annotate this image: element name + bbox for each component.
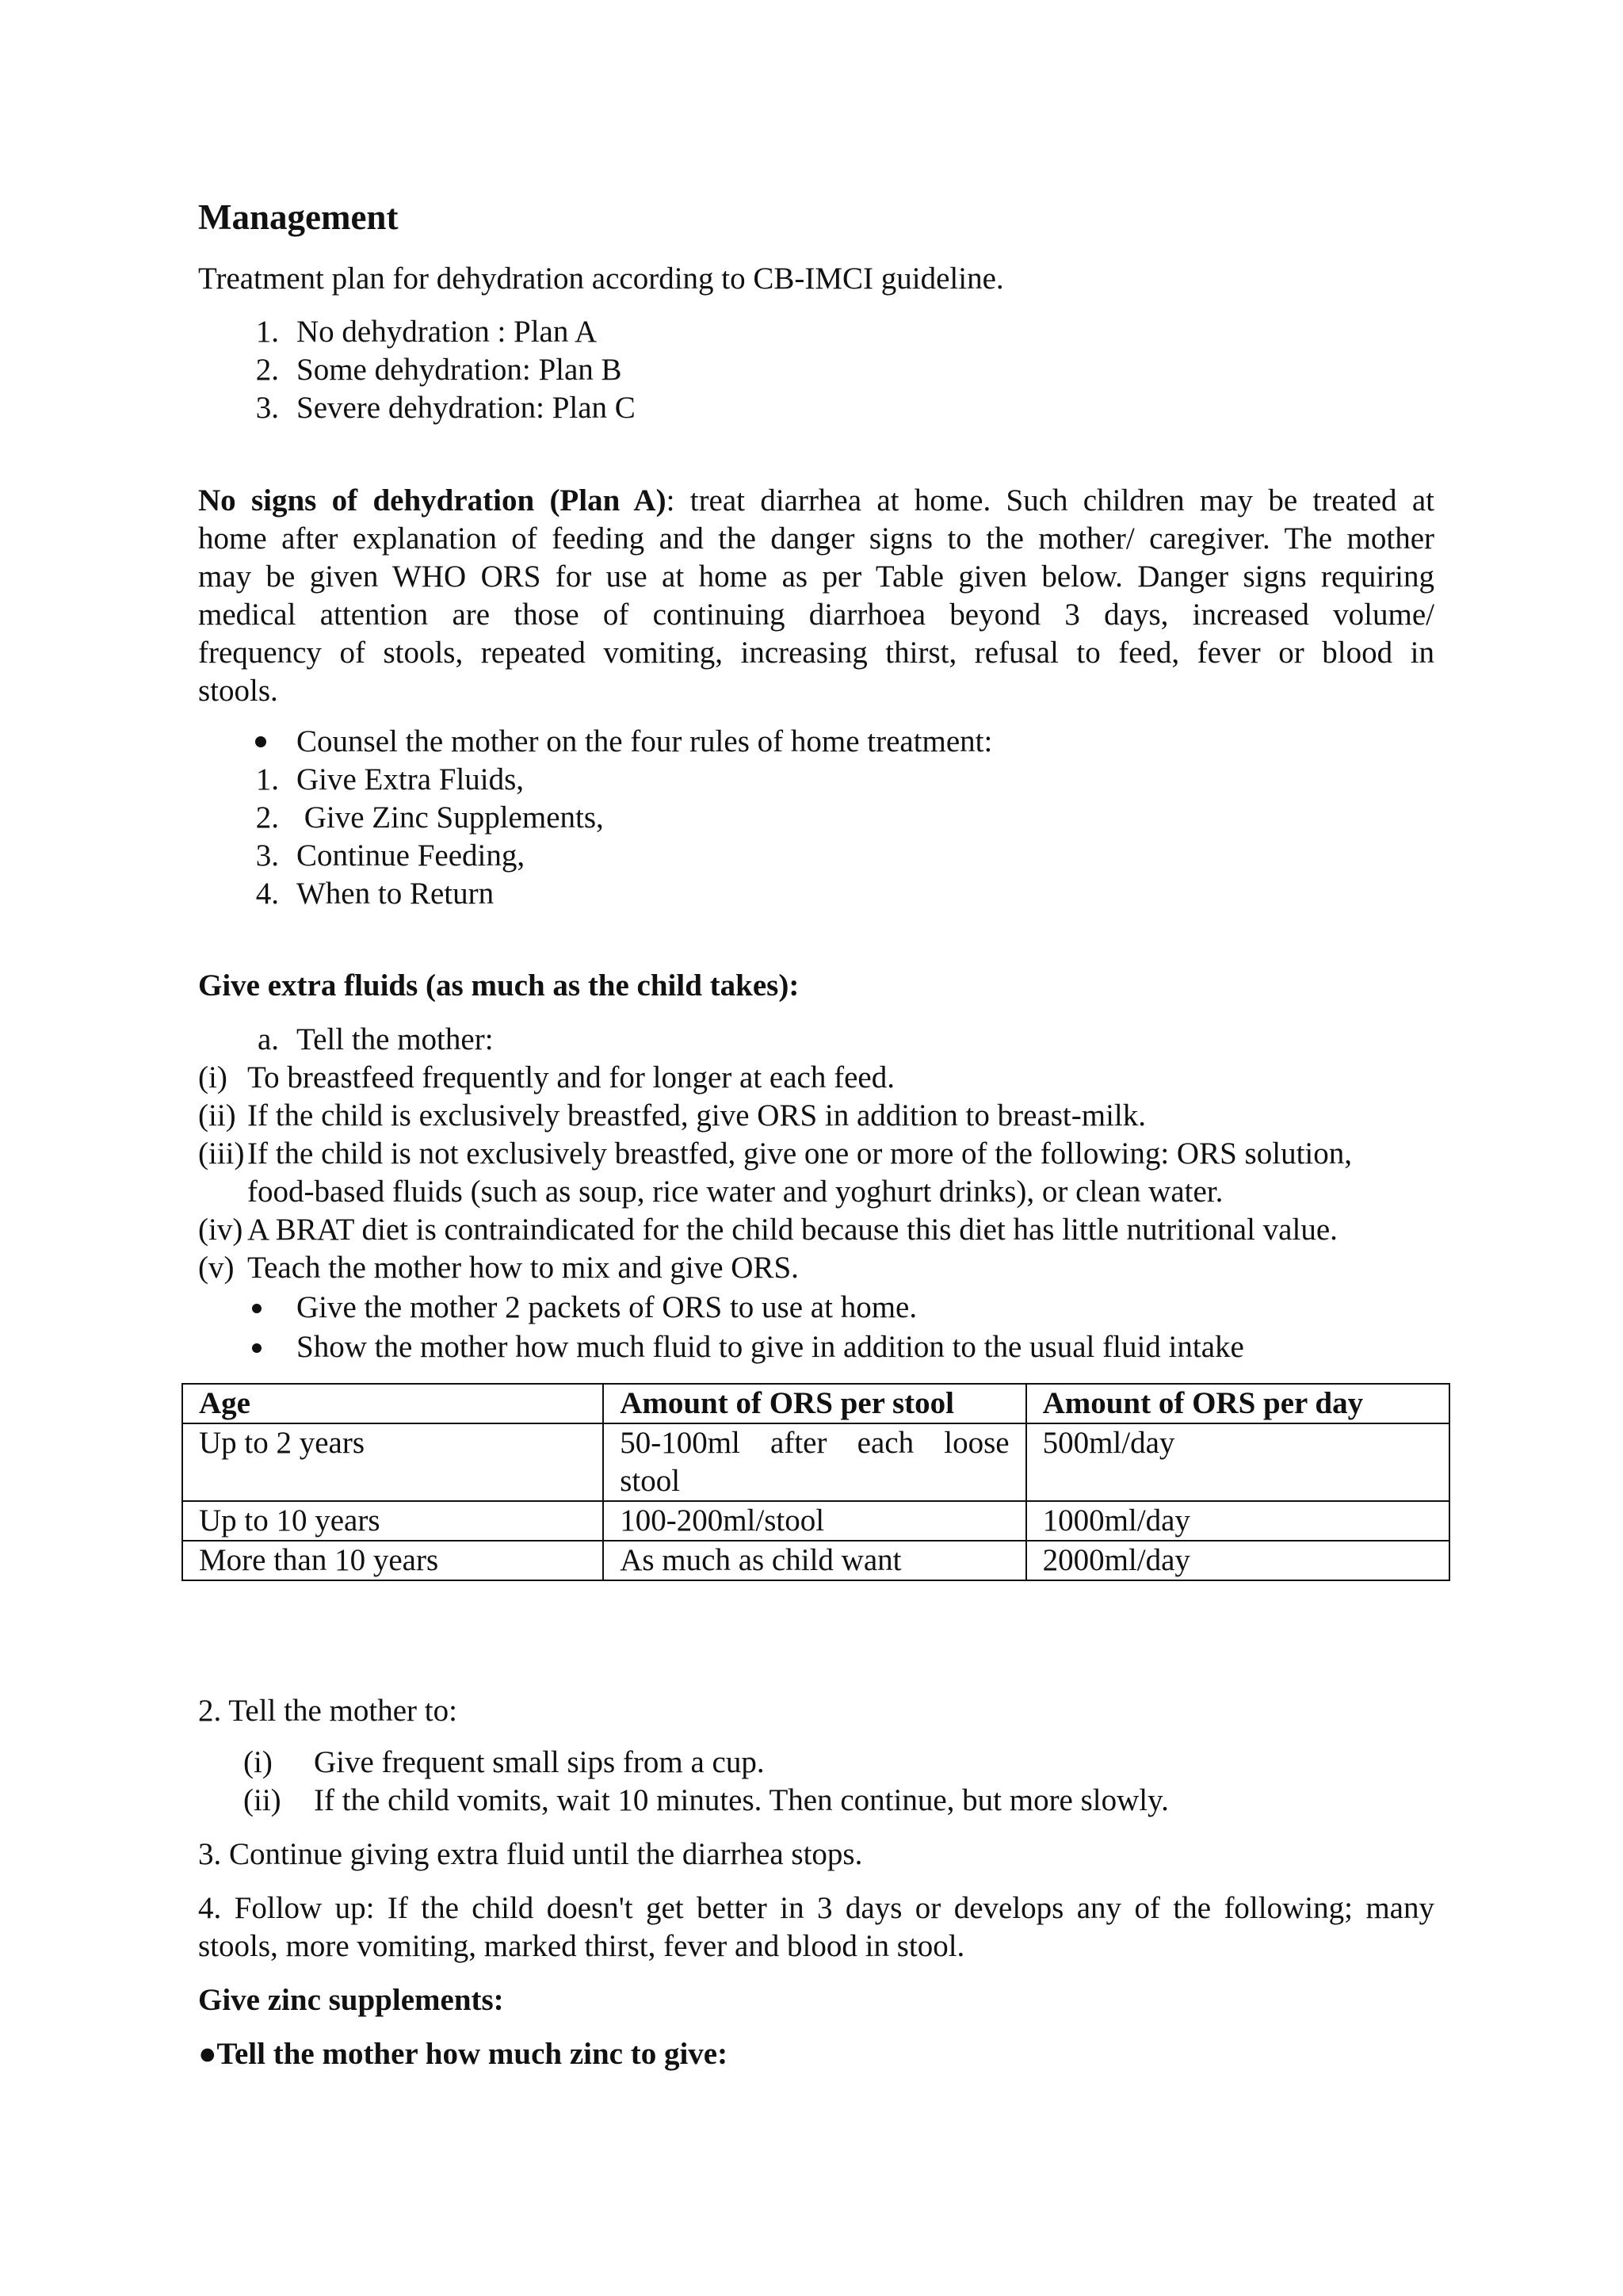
paragraph-line: stools. [198,674,278,708]
list-item: If the child vomits, wait 10 minutes. Then continue, but more slowly. [314,1783,1169,1817]
table-header-cell: Age [182,1384,603,1423]
list-number: 2. [255,800,279,835]
table-cell-age: More than 10 years [182,1541,603,1580]
list-item: When to Return [296,877,495,911]
list-number: 2. [255,353,279,387]
roman-number: (ii) [243,1783,281,1817]
table-cell-per-stool: As much as child want [603,1541,1025,1580]
list-item: Give frequent small sips from a cup. [314,1745,765,1779]
zinc-heading: Give zinc supplements: [198,1983,504,2017]
roman-number: (ii) [198,1098,236,1133]
plan-a-lead: No signs of dehydration (Plan A) [198,483,666,518]
bullet-icon [252,1343,262,1353]
table-cell-age: Up to 2 years [182,1423,603,1501]
list-number: 1. [255,315,279,349]
list-number: 3. [255,839,279,873]
list-item: If the child is exclusively breastfed, give ORS in addition to breast-milk. [247,1098,1147,1133]
ors-table [181,1383,1450,1581]
section-heading: Management [198,197,399,237]
paragraph-line: No signs of dehydration (Plan A): treat diarrhea at home. Such children may be treated at [198,483,1434,518]
bullet-item: Give the mother 2 packets of ORS to use at home. [296,1290,918,1324]
table-row [182,1541,1449,1580]
table-cell-per-day: 1000ml/day [1026,1501,1449,1541]
table-header-row [182,1384,1449,1423]
list-item-continuation: food-based fluids (such as soup, rice water and yoghurt drinks), or clean water. [247,1175,1224,1209]
list-item: Give Extra Fluids, [296,762,525,797]
list-number: 1. [255,762,279,797]
list-item: Some dehydration: Plan B [296,353,622,387]
counsel-bullet: Counsel the mother on the four rules of home treatment: [296,724,993,758]
extra-fluids-heading: Give extra fluids (as much as the child takes): [198,968,800,1003]
list-item: A BRAT diet is contraindicated for the child because this diet has little nutritional value. [247,1213,1338,1247]
table-cell-per-stool: 100-200ml/stool [603,1501,1025,1541]
table-cell-per-stool: 50-100ml after each loose stool [603,1423,1025,1501]
bullet-item: Show the mother how much fluid to give in addition to the usual fluid intake [296,1330,1244,1364]
intro-text: Treatment plan for dehydration according to CB-IMCI guideline. [198,262,1004,296]
roman-number: (i) [243,1745,273,1779]
list-item: Teach the mother how to mix and give ORS. [247,1251,799,1285]
table-header-cell: Amount of ORS per stool [603,1384,1025,1423]
table-cell-age: Up to 10 years [182,1501,603,1541]
table-cell-per-day: 500ml/day [1026,1423,1449,1501]
paragraph-line: may be given WHO ORS for use at home as per Table given below. Danger signs requiring [198,560,1434,594]
list-item: To breastfeed frequently and for longer at each feed. [247,1060,895,1095]
list-number: 3. [255,391,279,425]
bullet-icon [252,1304,262,1313]
roman-number: (i) [198,1060,227,1095]
roman-number: (v) [198,1251,235,1285]
roman-number: (iii) [198,1137,245,1171]
roman-number: (iv) [198,1213,243,1247]
paragraph-line: home after explanation of feeding and the danger signs to the mother/ caregiver. The mother [198,521,1434,556]
list-item: If the child is not exclusively breastfed, give one or more of the following: ORS solution, [247,1137,1352,1171]
bullet-icon [255,736,266,747]
paragraph-line: medical attention are those of continuing diarrhoea beyond 3 days, increased volume/ [198,598,1434,632]
step-3-text: 3. Continue giving extra fluid until the diarrhea stops. [198,1837,863,1871]
plan-a-paragraph [198,482,1434,710]
paragraph-line: 4. Follow up: If the child doesn't get better in 3 days or develops any of the following; many [198,1891,1434,1925]
table-row [182,1501,1449,1541]
list-number: a. [257,1022,279,1056]
list-item: Severe dehydration: Plan C [296,391,636,425]
paragraph-line: stools, more vomiting, marked thirst, fever and blood in stool. [198,1929,965,1963]
table-cell-per-day: 2000ml/day [1026,1541,1449,1580]
list-item: Continue Feeding, [296,839,525,873]
list-item: Give Zinc Supplements, [296,800,604,835]
table-row [182,1423,1449,1501]
list-item: No dehydration : Plan A [296,315,598,349]
table-header-cell: Amount of ORS per day [1026,1384,1449,1423]
list-item: Tell the mother: [296,1022,494,1056]
tell-mother-heading: 2. Tell the mother to: [198,1694,457,1728]
paragraph-line: frequency of stools, repeated vomiting, increasing thirst, refusal to feed, fever or blood in [198,636,1434,670]
zinc-bullet: ●Tell the mother how much zinc to give: [198,2037,728,2071]
step-4-paragraph [198,1889,1434,1966]
list-number: 4. [255,877,279,911]
